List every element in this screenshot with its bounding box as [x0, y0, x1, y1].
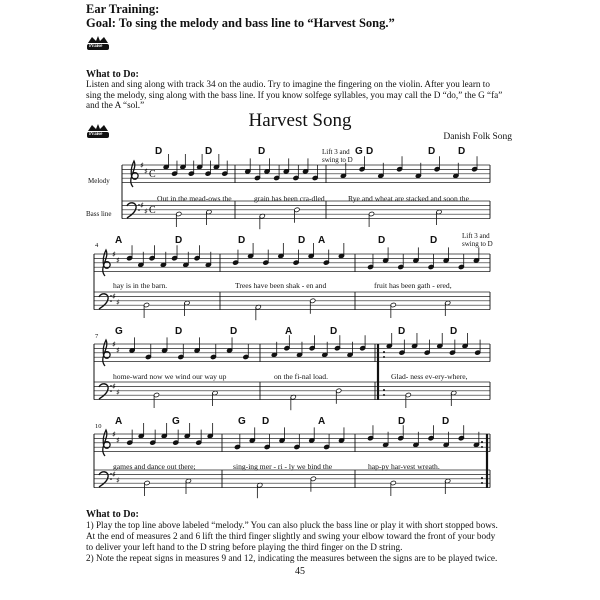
song-credit: Danish Folk Song: [443, 132, 512, 142]
measure-number: 7: [95, 333, 99, 340]
sharp-icon: ♯: [116, 388, 120, 397]
time-signature: C: [149, 205, 156, 216]
chord-symbol: D: [458, 146, 466, 157]
chord-symbol: D: [155, 146, 163, 157]
ear-training-heading: Ear Training:: [86, 2, 160, 16]
what-to-do-text: Listen and sing along with track 34 on the audio. Try to imagine the fingering on the violin. After you learn to sing the melody, sing along with the bass line. If you know solfege syllables, you may call the D “do,” the G “fa” and the A “sol.”: [86, 79, 503, 110]
sharp-icon: ♯: [112, 292, 116, 301]
sharp-icon: ♯: [112, 340, 116, 349]
chord-symbol: A: [318, 416, 326, 427]
instruction-line: 1) Play the top line above labeled “melody.” You can also pluck the bass line or play it with short stopped bows.: [86, 520, 498, 530]
repeat-dot: [383, 389, 385, 391]
sharp-icon: ♯: [144, 167, 148, 176]
sharp-icon: ♯: [140, 201, 144, 210]
chord-symbol: D: [450, 326, 458, 337]
lyric-line: Rye and wheat are stacked and soon the: [348, 194, 469, 203]
chord-symbol: D: [175, 235, 183, 246]
fingering-annotation: Lift 3 and swing to D: [322, 148, 353, 164]
sharp-icon: ♯: [140, 161, 144, 170]
song-title: Harvest Song: [248, 110, 352, 131]
chord-symbol: D: [230, 326, 238, 337]
lyric-line: Trees have been shak - en and: [235, 281, 327, 290]
chord-symbol: D: [258, 146, 266, 157]
melody-label: Melody: [88, 177, 110, 185]
sharp-icon: ♯: [116, 298, 120, 307]
instruction-line: At the end of measures 2 and 6 lift the third finger slightly and swing your elbow toward the front of your body: [86, 531, 496, 541]
lyric-line: games and dance out there;: [113, 462, 196, 471]
chord-symbol: G: [355, 146, 363, 157]
chord-symbol: D: [262, 416, 270, 427]
measure-number: 4: [95, 242, 99, 249]
repeat-dot: [481, 446, 483, 448]
chord-symbol: D: [430, 235, 438, 246]
lyric-line: Out in the mead-ows the: [157, 194, 232, 203]
time-signature: C: [149, 169, 156, 180]
chord-symbol: D: [366, 146, 374, 157]
repeat-dot: [383, 394, 385, 396]
repeat-dot: [481, 441, 483, 443]
praise-badge-icon: Praise: [84, 122, 112, 140]
what-to-do-title: What to Do:: [86, 69, 139, 80]
what-to-do-title: What to Do:: [86, 509, 139, 520]
chord-symbol: D: [330, 326, 338, 337]
chord-symbol: D: [378, 235, 386, 246]
chord-symbol: G: [115, 326, 123, 337]
lyric-line: hap-py har-vest wreath.: [368, 462, 440, 471]
lyric-line: Glad- ness ev-ery-where,: [391, 372, 468, 381]
chord-symbol: A: [115, 235, 123, 246]
repeat-dot: [383, 351, 385, 353]
chord-symbol: D: [398, 416, 406, 427]
chord-symbol: G: [238, 416, 246, 427]
lyric-line: home-ward now we wind our way up: [113, 372, 227, 381]
chord-symbol: D: [175, 326, 183, 337]
chord-symbol: D: [298, 235, 306, 246]
chord-symbol: A: [115, 416, 123, 427]
repeat-dot: [481, 482, 483, 484]
sharp-icon: ♯: [116, 346, 120, 355]
sharp-icon: ♯: [116, 476, 120, 485]
lyric-line: sing-ing mer - ri - ly we bind the: [233, 462, 333, 471]
sharp-icon: ♯: [144, 207, 148, 216]
chord-symbol: G: [172, 416, 180, 427]
lyric-line: fruit has been gath - ered,: [374, 281, 452, 290]
chord-symbol: A: [285, 326, 293, 337]
bass-label: Bass line: [86, 210, 112, 218]
repeat-dot: [481, 477, 483, 479]
measure-number: 10: [95, 423, 102, 430]
chord-symbol: A: [318, 235, 326, 246]
chord-symbol: D: [238, 235, 246, 246]
praise-badge-icon: Praise: [84, 34, 112, 52]
sharp-icon: ♯: [112, 470, 116, 479]
lyric-line: hay is in the barn.: [113, 281, 168, 290]
repeat-dot: [383, 356, 385, 358]
lyric-line: grain has been cra-dled: [254, 194, 325, 203]
sharp-icon: ♯: [116, 256, 120, 265]
chord-symbol: D: [442, 416, 450, 427]
instruction-line: 2) Note the repeat signs in measures 9 and 12, indicating the measures between the signs are to be played twice.: [86, 553, 498, 563]
fingering-annotation: Lift 3 and swing to D: [462, 232, 493, 248]
sharp-icon: ♯: [112, 382, 116, 391]
lyric-line: on the fi-nal load.: [274, 372, 328, 381]
chord-symbol: D: [398, 326, 406, 337]
goal-heading: Goal: To sing the melody and bass line to “Harvest Song.”: [86, 16, 395, 30]
sharp-icon: ♯: [116, 436, 120, 445]
chord-symbol: D: [428, 146, 436, 157]
instruction-line: to deliver your left hand to the D string before playing the third finger on the D string.: [86, 542, 403, 552]
page-number: 45: [295, 566, 305, 577]
sharp-icon: ♯: [112, 250, 116, 259]
sharp-icon: ♯: [112, 430, 116, 439]
chord-symbol: D: [205, 146, 213, 157]
